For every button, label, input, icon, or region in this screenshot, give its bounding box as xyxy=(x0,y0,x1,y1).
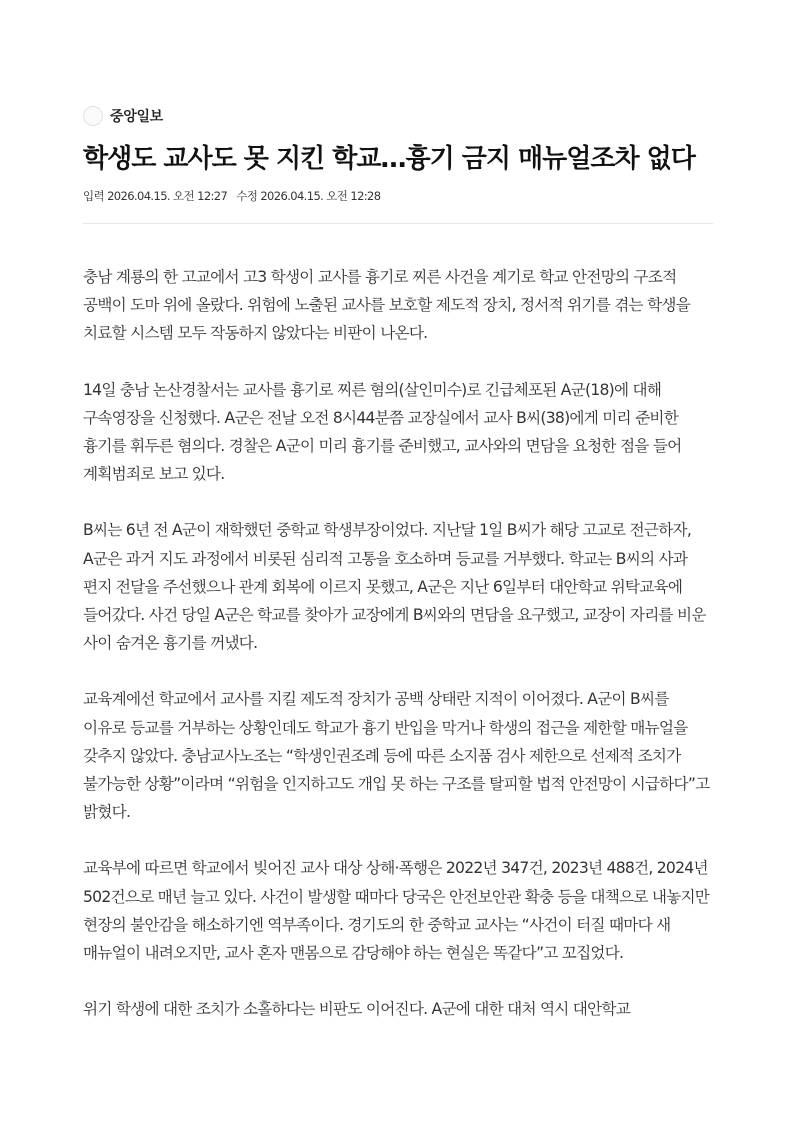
article-meta xyxy=(83,187,713,205)
published-timestamp: 입력 2026.04.15. 오전 12:27 xyxy=(83,189,228,203)
article-page xyxy=(83,104,713,1051)
article-paragraph: B씨는 6년 전 A군이 재학했던 중학교 학생부장이었다. 지난달 1일 B씨가 해당 고교로 전근하자, A군은 과거 지도 과정에서 비롯된 심리적 고통을 호소하며 등교를 거부했다. 학교는 B씨의 사과 편지 전달을 주선했으나 관계 회복에 이르지 못했고, A군은 지난 6일부터 대안학교 위탁교육에 들어갔다. 사건 당일 A군은 학교를 찾아가 교장에게 B씨와의 면담을 요구했고, 교장이 자리를 비운 사이 숨겨온 흉기를 꺼냈다. xyxy=(83,521,706,653)
header-divider xyxy=(83,223,713,224)
article-paragraph: 위기 학생에 대한 조치가 소홀하다는 비판도 이어진다. A군에 대한 대처 역시 대안학교 xyxy=(83,1000,631,1019)
article-paragraph: 충남 계룡의 한 고교에서 고3 학생이 교사를 흉기로 찌른 사건을 계기로 학교 안전망의 구조적 공백이 도마 위에 올랐다. 위험에 노출된 교사를 보호할 제도적 장치, 정서적 위기를 겪는 학생을 치료할 시스템 모두 작동하지 않았다는 비판이 나온다. xyxy=(83,268,691,343)
press-name: 중앙일보 xyxy=(110,109,163,125)
press-brand[interactable] xyxy=(83,104,713,128)
article-paragraph: 14일 충남 논산경찰서는 교사를 흉기로 찌른 혐의(살인미수)로 긴급체포된 A군(18)에 대해 구속영장을 신청했다. A군은 전날 오전 8시44분쯤 교장실에서 교사 B씨(38)에게 미리 준비한 흉기를 휘두른 혐의다. 경찰은 A군이 미리 흉기를 준비했고, 교사와의 면담을 요청한 점을 들어 계획범죄로 보고 있다. xyxy=(83,380,682,484)
press-logo-icon xyxy=(83,106,103,126)
updated-timestamp: 수정 2026.04.15. 오전 12:28 xyxy=(236,189,381,203)
article-paragraph: 교육부에 따르면 학교에서 빚어진 교사 대상 상해·폭행은 2022년 347건, 2023년 488건, 2024년 502건으로 매년 늘고 있다. 사건이 발생할 때마다 당국은 안전보안관 확충 등을 대책으로 내놓지만 현장의 불안감을 해소하기엔 역부족이다. 경기도의 한 중학교 교사는 “사건이 터질 때마다 새 매뉴얼이 내려오지만, 교사 혼자 맨몸으로 감당해야 하는 현실은 똑같다”고 꼬집었다. xyxy=(83,859,710,963)
article-body xyxy=(83,263,713,1023)
article-paragraph: 교육계에선 학교에서 교사를 지킬 제도적 장치가 공백 상태란 지적이 이어졌다. A군이 B씨를 이유로 등교를 거부하는 상황인데도 학교가 흉기 반입을 막거나 학생의 접근을 제한할 매뉴얼을 갖추지 않았다. 충남교사노조는 “학생인권조례 등에 따른 소지품 검사 제한으로 선제적 조치가 불가능한 상황”이라며 “위험을 인지하고도 개입 못 하는 구조를 탈피할 법적 안전망이 시급하다”고 밝혔다. xyxy=(83,690,710,822)
article-headline: 학생도 교사도 못 지킨 학교…흉기 금지 매뉴얼조차 없다 xyxy=(83,144,695,174)
